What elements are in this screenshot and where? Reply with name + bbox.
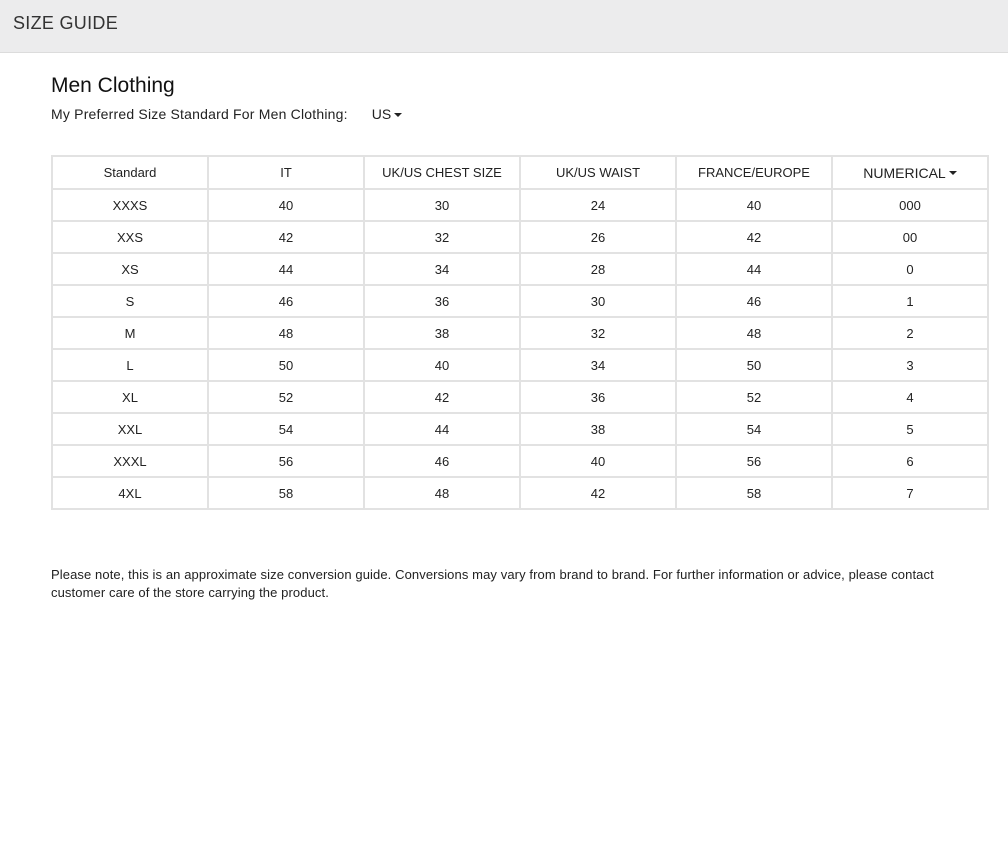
table-row xyxy=(52,477,988,509)
table-cell: 50 xyxy=(676,349,832,381)
table-cell: 000 xyxy=(832,189,988,221)
table-cell: XL xyxy=(52,381,208,413)
table-cell: 56 xyxy=(208,445,364,477)
table-cell: 40 xyxy=(676,189,832,221)
table-row xyxy=(52,317,988,349)
table-cell: 46 xyxy=(676,285,832,317)
caret-down-icon xyxy=(394,113,402,117)
table-row xyxy=(52,253,988,285)
table-header-row xyxy=(52,156,988,189)
table-cell: M xyxy=(52,317,208,349)
table-cell: 44 xyxy=(208,253,364,285)
disclaimer-note: Please note, this is an approximate size conversion guide. Conversions may vary from brand to brand. For further information or advice, please contact customer care of the store carrying the product. xyxy=(51,567,934,600)
table-cell: L xyxy=(52,349,208,381)
table-cell: 40 xyxy=(364,349,520,381)
page-title: SIZE GUIDE xyxy=(13,13,119,33)
table-cell: 42 xyxy=(520,477,676,509)
table-cell: 48 xyxy=(676,317,832,349)
table-cell: XXL xyxy=(52,413,208,445)
table-cell: 40 xyxy=(520,445,676,477)
size-standard-value: US xyxy=(371,106,392,122)
table-cell: XXS xyxy=(52,221,208,253)
table-cell: 42 xyxy=(676,221,832,253)
table-cell: 3 xyxy=(832,349,988,381)
table-cell: 30 xyxy=(364,189,520,221)
table-cell: 34 xyxy=(520,349,676,381)
table-cell: 32 xyxy=(520,317,676,349)
numerical-dropdown[interactable] xyxy=(863,165,956,181)
table-cell: XXXL xyxy=(52,445,208,477)
table-cell: 48 xyxy=(208,317,364,349)
table-cell: XXXS xyxy=(52,189,208,221)
table-cell: 50 xyxy=(208,349,364,381)
table-cell: 0 xyxy=(832,253,988,285)
table-cell: 48 xyxy=(364,477,520,509)
table-cell: 28 xyxy=(520,253,676,285)
table-cell: 54 xyxy=(676,413,832,445)
table-cell: 46 xyxy=(364,445,520,477)
header-bar xyxy=(0,0,1008,53)
table-cell: 30 xyxy=(520,285,676,317)
table-cell: 52 xyxy=(208,381,364,413)
table-cell: 40 xyxy=(208,189,364,221)
table-cell: 54 xyxy=(208,413,364,445)
table-cell: 24 xyxy=(520,189,676,221)
column-header-it: IT xyxy=(208,156,364,189)
preferred-size-row xyxy=(51,106,402,122)
table-cell: 36 xyxy=(520,381,676,413)
table-row xyxy=(52,349,988,381)
size-standard-dropdown[interactable] xyxy=(372,106,402,122)
preferred-size-label: My Preferred Size Standard For Men Clothing: xyxy=(51,106,348,122)
table-cell: 34 xyxy=(364,253,520,285)
table-cell: 56 xyxy=(676,445,832,477)
table-cell: 44 xyxy=(364,413,520,445)
table-cell: 38 xyxy=(364,317,520,349)
caret-down-icon xyxy=(949,171,957,175)
section-title: Men Clothing xyxy=(51,74,175,97)
table-cell: 5 xyxy=(832,413,988,445)
table-cell: XS xyxy=(52,253,208,285)
table-cell: 58 xyxy=(208,477,364,509)
column-header-standard: Standard xyxy=(52,156,208,189)
table-cell: S xyxy=(52,285,208,317)
table-cell: 42 xyxy=(208,221,364,253)
table-row xyxy=(52,221,988,253)
table-row xyxy=(52,285,988,317)
table-cell: 1 xyxy=(832,285,988,317)
table-row xyxy=(52,189,988,221)
column-header-france-europe: FRANCE/EUROPE xyxy=(676,156,832,189)
numerical-label: NUMERICAL xyxy=(863,164,946,181)
column-header-numerical[interactable] xyxy=(832,156,988,189)
table-cell: 42 xyxy=(364,381,520,413)
column-header-chest: UK/US CHEST SIZE xyxy=(364,156,520,189)
table-cell: 2 xyxy=(832,317,988,349)
table-cell: 38 xyxy=(520,413,676,445)
column-header-waist: UK/US WAIST xyxy=(520,156,676,189)
table-cell: 52 xyxy=(676,381,832,413)
table-cell: 26 xyxy=(520,221,676,253)
table-cell: 36 xyxy=(364,285,520,317)
table-cell: 32 xyxy=(364,221,520,253)
table-row xyxy=(52,445,988,477)
table-row xyxy=(52,381,988,413)
table-cell: 46 xyxy=(208,285,364,317)
table-cell: 7 xyxy=(832,477,988,509)
table-cell: 44 xyxy=(676,253,832,285)
table-cell: 58 xyxy=(676,477,832,509)
table-row xyxy=(52,413,988,445)
table-cell: 6 xyxy=(832,445,988,477)
table-cell: 4 xyxy=(832,381,988,413)
size-table xyxy=(51,155,989,510)
table-cell: 4XL xyxy=(52,477,208,509)
table-cell: 00 xyxy=(832,221,988,253)
